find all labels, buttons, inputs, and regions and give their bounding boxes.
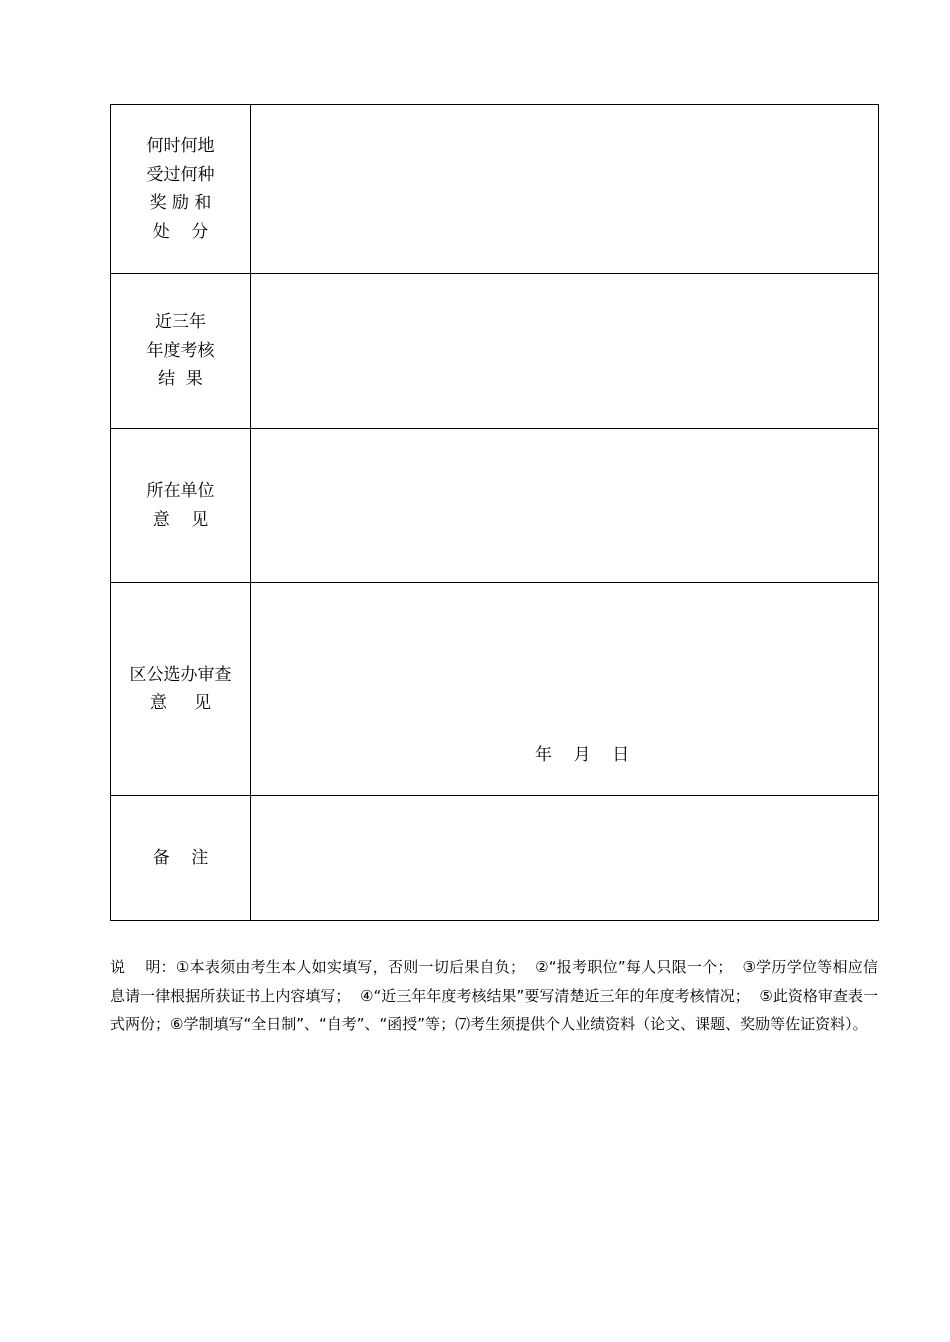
label-line: 结 果 (158, 369, 203, 390)
label-remarks (111, 796, 251, 921)
label-line: 受过何种 (146, 164, 215, 185)
review-office-opinion-field[interactable] (251, 583, 879, 796)
label-line: 近三年 (155, 312, 206, 333)
remarks-field[interactable] (251, 796, 879, 921)
row-review-office-opinion (111, 583, 879, 796)
label-review-office-opinion (111, 583, 251, 796)
unit-opinion-field[interactable] (251, 429, 879, 583)
label-unit-opinion (111, 429, 251, 583)
label-line: 处 分 (152, 221, 209, 242)
label-line: 所在单位 (146, 481, 215, 501)
label-annual-assessment (111, 274, 251, 429)
qualification-review-form-table (110, 104, 879, 921)
instructions-text: 说 明：①本表须由考生本人如实填写，否则一切后果自负； ②“报考职位”每人只限一个； ③学历学位等相应信息请一律根据所获证书上内容填写； ④“近三年年度考核结果”要写清楚近三年的年度考核情况； ⑤此资格审查表一式两份；⑥学制填写“全日制”、“自考”、“函授”等；⑺考生须提供个人业绩资料（论文、课题、奖励等佐证资料）。 (110, 958, 878, 1033)
label-line: 意 见 (152, 509, 209, 530)
annual-assessment-field[interactable] (251, 274, 879, 429)
label-line: 奖 励 和 (149, 193, 212, 213)
awards-and-punishments-field[interactable] (251, 105, 879, 274)
row-annual-assessment (111, 274, 879, 429)
label-line: 备 注 (152, 847, 209, 868)
label-awards-and-punishments (111, 105, 251, 274)
row-remarks (111, 796, 879, 921)
instructions-note (110, 953, 878, 1039)
label-line: 意 见 (149, 693, 212, 713)
label-line: 区公选办审查 (129, 664, 232, 685)
row-unit-opinion (111, 429, 879, 583)
date-line: 年 月 日 (535, 745, 630, 765)
label-line: 年度考核 (146, 340, 215, 361)
label-line: 何时何地 (146, 136, 215, 156)
row-awards-and-punishments (111, 105, 879, 274)
